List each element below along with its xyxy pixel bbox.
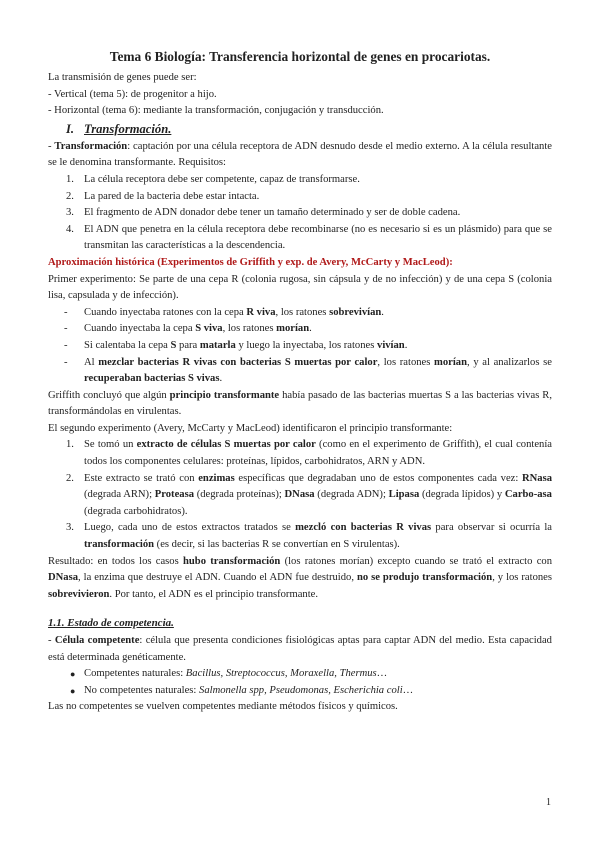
subsection-heading-competencia: 1.1. Estado de competencia. [48, 617, 174, 630]
bullet-marker: ● [70, 669, 76, 680]
text-segment: para observar si ocurría la [431, 522, 552, 534]
text-segment: específicas que degradaban uno de estos componentes cada vez: [234, 472, 522, 484]
bullet-marker: ● [70, 685, 76, 696]
text-segment: Si calentaba la cepa [84, 339, 171, 351]
text-segment: - [48, 635, 55, 646]
text-segment: : célula que presenta condiciones fisiológicas aptas para captar ADN del medio. Esta capacidad está determinada genéticamente. [48, 635, 552, 663]
text-segment: Griffith concluyó que algún [48, 389, 170, 401]
text-segment: , los ratones [222, 323, 277, 335]
list-item [48, 520, 552, 553]
competente-definition [48, 633, 552, 666]
text-segment: Este extracto se trató con [84, 472, 199, 484]
text-segment: . [381, 306, 384, 318]
bold-text: extracto de células S muertas por calor [136, 439, 316, 451]
list-text: La pared de la bacteria debe estar intacta. [84, 190, 260, 202]
bold-text: enzimas [198, 472, 235, 484]
list-item [48, 666, 552, 683]
text-segment: Luego, cada uno de estos extractos tratados se [84, 522, 296, 534]
list-text: El fragmento de ADN donador debe tener un tamaño determinado y ser de doble cadena. [84, 207, 461, 219]
text-segment: (degrada ARN); [84, 489, 155, 501]
text-segment: . [309, 323, 312, 335]
experiment-2-list [48, 437, 552, 553]
list-item [48, 355, 552, 388]
bold-text: morían [434, 356, 467, 368]
text-segment: (es decir, si las bacterias R se convertían en S virulentas). [154, 539, 400, 551]
section-title: Transformación. [84, 121, 172, 136]
bold-text: transformación [84, 539, 155, 551]
text-segment: Cuando inyectaba la cepa [84, 323, 196, 335]
list-number: 1. [66, 173, 74, 185]
species-names: Bacillus, Streptococcus, Moraxella, Thermus [185, 668, 377, 680]
text-segment: . [219, 373, 223, 385]
text-segment: (como en el experimento de Griffith), el cual contenía todos los componentes celulares: proteínas, lípidos, carbohidratos, ARN y ADN. [84, 439, 552, 468]
experiment-1-list [48, 305, 552, 388]
text-segment: … [376, 668, 388, 680]
bold-text: DNasa [48, 572, 79, 584]
text-segment: , y los ratones [492, 572, 552, 584]
text-segment: . Por tanto, el ADN es el principio transformante. [109, 588, 318, 600]
bold-text: no se produjo transformación [356, 572, 493, 584]
species-names: Salmonella spp, Pseudomonas, Escherichia coli [199, 684, 403, 696]
bold-text: R viva [246, 306, 276, 318]
bold-text: hubo transformación [183, 555, 281, 567]
list-item [48, 205, 552, 222]
text-segment: Al [84, 356, 99, 368]
bold-text: Proteasa [154, 489, 194, 501]
text-segment: , los ratones [275, 306, 330, 318]
text-segment: Resultado: en todos los casos [48, 555, 184, 567]
definition-paragraph [48, 139, 552, 172]
document-page [48, 48, 552, 716]
bold-text: matarla [199, 339, 236, 351]
list-item [48, 338, 552, 355]
text-segment: , y al analizarlos se [467, 356, 552, 368]
section-heading-transformacion [66, 121, 552, 138]
list-item [48, 172, 552, 189]
section-number: I. [66, 121, 75, 136]
list-item [48, 321, 552, 338]
text-segment: (degrada carbohidratos). [84, 505, 188, 517]
bold-text: sobrevivían [329, 306, 382, 318]
text-segment: Competentes naturales: [84, 668, 186, 680]
text-segment: . [404, 339, 408, 351]
text-segment: Se tomó un [84, 439, 137, 451]
text-segment: … [402, 684, 414, 696]
bold-text: sobrevivieron [48, 588, 110, 600]
text-segment: (los ratones morían) excepto cuando se trató el extracto con [280, 555, 552, 567]
page-number: 1 [546, 797, 551, 808]
text-segment: : captación por una célula receptora de ADN desnudo desde el medio externo. A la célula resultante se le denomina transformante. Requisitos: [48, 140, 552, 169]
dash-marker: - [64, 356, 68, 368]
bold-text: RNasa [521, 472, 552, 484]
bold-text: mezcló con bacterias R vivas [295, 522, 432, 534]
list-item [48, 305, 552, 322]
text-segment: había pasado de las bacterias muertas S a las bacterias vivas R, transformándolas en virulentas. [48, 389, 552, 418]
griffith-conclusion [48, 388, 552, 421]
page-title: Tema 6 Biología: Transferencia horizontal de genes en procariotas. [109, 49, 491, 64]
text-segment: No competentes naturales: [84, 684, 200, 696]
defined-term: Transformación [54, 140, 128, 152]
list-number: 1. [66, 439, 74, 451]
bold-text: principio transformante [169, 389, 280, 401]
dash-marker: - [64, 339, 68, 351]
text-segment: , la enzima que destruye el ADN. Cuando el ADN fue destruido, [78, 572, 357, 584]
intro-line: - Vertical (tema 5): de progenitor a hijo. [48, 88, 217, 100]
list-item [48, 189, 552, 206]
list-item [48, 683, 552, 700]
list-item [48, 222, 552, 255]
list-number: 2. [66, 472, 74, 484]
list-text: El ADN que penetra en la célula receptora debe recombinarse (no es necesario si es un plásmido) para que se transmitan las características a la descendencia. [84, 223, 552, 252]
requisitos-list [48, 172, 552, 255]
text-segment: - [48, 140, 55, 152]
bold-text: Carbo-asa [504, 489, 552, 501]
text-segment: (degrada proteínas); [194, 489, 285, 501]
list-number: 2. [66, 190, 74, 202]
list-number: 3. [66, 207, 74, 219]
list-item [48, 471, 552, 521]
experiment-2-intro: El segundo experimento (Avery, McCarty y MacLeod) identificaron el principio transformante: [48, 422, 453, 434]
bold-text: mezclar bacterias R vivas con bacterias S muertas por calor [98, 356, 378, 368]
intro-line: - Horizontal (tema 6): mediante la transformación, conjugación y transducción. [48, 105, 384, 117]
list-item [48, 437, 552, 470]
list-number: 3. [66, 522, 74, 534]
result-paragraph [48, 554, 552, 604]
competence-list [48, 666, 552, 699]
dash-marker: - [64, 306, 68, 318]
experiment-1-intro: Primer experimento: Se parte de una cepa R (colonia rugosa, sin cápsula y de no infección) y de una cepa S (colonia lisa, capsulada y de infección). [48, 273, 552, 302]
bold-text: vivían [377, 339, 405, 351]
bold-text: morían [276, 323, 310, 335]
bold-text: recuperaban bacterias S vivas [84, 373, 220, 385]
intro-line: La transmisión de genes puede ser: [48, 72, 197, 83]
text-segment: (degrada lípidos) y [419, 489, 505, 501]
list-number: 4. [66, 223, 74, 235]
bold-text: Lipasa [388, 489, 420, 501]
closing-line: Las no competentes se vuelven competentes mediante métodos físicos y químicos. [48, 701, 398, 713]
historical-heading: Aproximación histórica (Experimentos de Griffith y exp. de Avery, McCarty y MacLeod): [48, 256, 453, 268]
dash-marker: - [64, 323, 68, 335]
bold-text: S [170, 339, 177, 351]
bold-text: DNasa [284, 489, 315, 501]
text-segment: (degrada ADN); [314, 489, 389, 501]
bold-text: S viva [195, 323, 223, 335]
text-segment: y luego la inyectaba, los ratones [235, 339, 378, 351]
list-text: La célula receptora debe ser competente, capaz de transformarse. [84, 173, 360, 185]
defined-term: Célula competente [54, 635, 140, 646]
text-segment: para [176, 339, 200, 351]
text-segment: Cuando inyectaba ratones con la cepa [84, 306, 247, 318]
text-segment: , los ratones [377, 356, 435, 368]
